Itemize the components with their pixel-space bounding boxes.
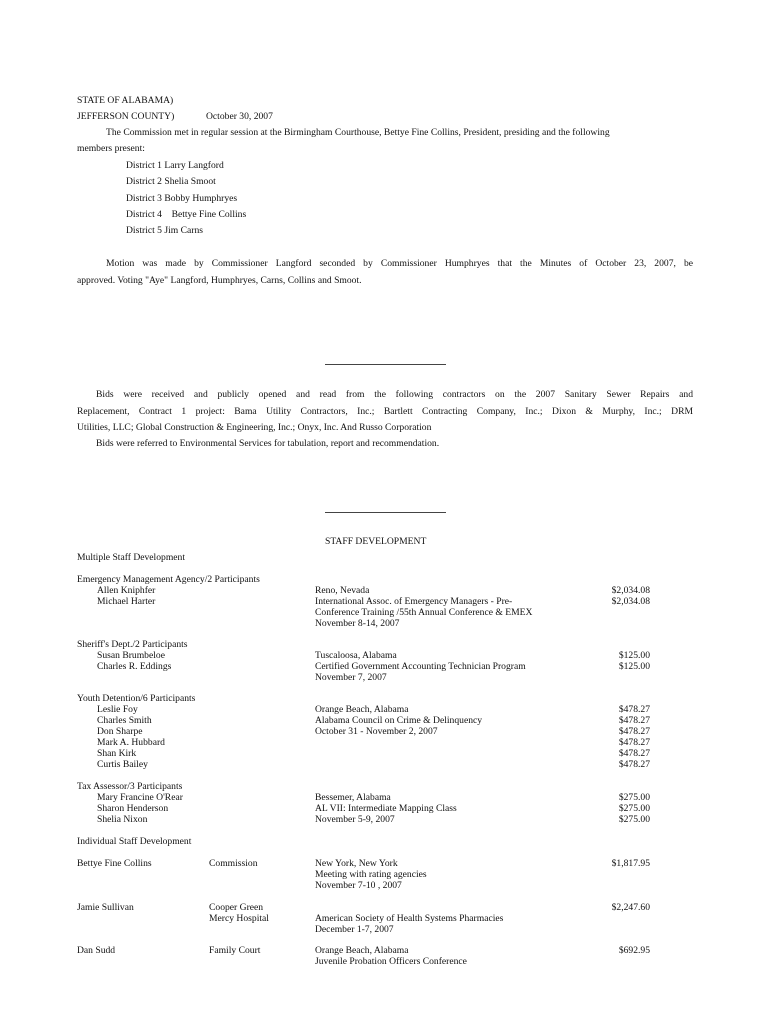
event-detail: Tuscaloosa, Alabama: [315, 650, 397, 661]
amount: $478.27: [618, 759, 650, 770]
participant: Sharon Henderson: [97, 803, 169, 814]
event-detail: December 1-7, 2007: [315, 924, 394, 935]
section-divider: [325, 364, 446, 365]
section-divider: [325, 512, 446, 513]
amount: $692.95: [618, 945, 650, 956]
amount: $2,034.08: [611, 596, 650, 607]
individual-department: Family Court: [209, 945, 261, 956]
event-detail: Bessemer, Alabama: [315, 792, 391, 803]
bids-line-3: Utilities, LLC; Global Construction & Engineering, Inc.; Onyx, Inc. And Russo Corporation: [77, 422, 432, 433]
event-detail: November 5-9, 2007: [315, 814, 395, 825]
intro-line-1: The Commission met in regular session at the Birmingham Courthouse, Bettye Fine Collins, President, presiding and the following: [106, 127, 610, 138]
group-title: Youth Detention/6 Participants: [77, 693, 196, 704]
event-detail: November 7-10 , 2007: [315, 880, 402, 891]
meeting-date: October 30, 2007: [206, 111, 273, 122]
event-detail: International Assoc. of Emergency Managers - Pre-: [315, 596, 513, 607]
event-detail: Meeting with rating agencies: [315, 869, 427, 880]
motion-line-1: Motion was made by Commissioner Langford seconded by Commissioner Humphryes that the Minutes of October 23, 2007, be: [106, 258, 693, 269]
individual-department: Cooper Green: [209, 902, 264, 913]
event-detail: New York, New York: [315, 858, 398, 869]
individual-name: Dan Sudd: [77, 945, 116, 956]
bids-line-1: Bids were received and publicly opened and read from the following contractors on the 2007 Sanitary Sewer Repairs and: [96, 389, 693, 400]
amount: $2,034.08: [611, 585, 650, 596]
amount: $478.27: [618, 704, 650, 715]
event-detail: Alabama Council on Crime & Delinquency: [315, 715, 483, 726]
participant: Allen Kniphfer: [97, 585, 156, 596]
multiple-staff-label: Multiple Staff Development: [77, 552, 185, 563]
district-item: District 5 Jim Carns: [126, 225, 204, 236]
district-item: District 4 Bettye Fine Collins: [126, 209, 247, 220]
staff-heading: STAFF DEVELOPMENT: [325, 536, 427, 547]
participant: Leslie Foy: [97, 704, 138, 715]
individual-staff-label: Individual Staff Development: [77, 836, 192, 847]
participant: Michael Harter: [97, 596, 156, 607]
participant: Susan Brumbeloe: [97, 650, 165, 661]
district-item: District 3 Bobby Humphryes: [126, 193, 238, 204]
event-detail: AL VII: Intermediate Mapping Class: [315, 803, 457, 814]
amount: $1,817.95: [611, 858, 650, 869]
participant: Mark A. Hubbard: [97, 737, 165, 748]
amount: $478.27: [618, 737, 650, 748]
amount: $2,247.60: [611, 902, 650, 913]
event-detail: Orange Beach, Alabama: [315, 704, 409, 715]
participant: Shelia Nixon: [97, 814, 148, 825]
bids-line-4: Bids were referred to Environmental Services for tabulation, report and recommendation.: [96, 438, 440, 449]
motion-line-2: approved. Voting "Aye" Langford, Humphryes, Carns, Collins and Smoot.: [77, 275, 362, 286]
amount: $275.00: [618, 814, 650, 825]
amount: $478.27: [618, 726, 650, 737]
participant: Curtis Bailey: [97, 759, 148, 770]
individual-name: Bettye Fine Collins: [77, 858, 152, 869]
event-detail: November 8-14, 2007: [315, 618, 400, 629]
individual-department: Mercy Hospital: [209, 913, 269, 924]
state-header: STATE OF ALABAMA): [77, 95, 174, 106]
county-header: JEFFERSON COUNTY): [77, 111, 175, 122]
participant: Mary Francine O'Rear: [97, 792, 183, 803]
individual-name: Jamie Sullivan: [77, 902, 134, 913]
amount: $125.00: [618, 661, 650, 672]
district-item: District 2 Shelia Smoot: [126, 176, 216, 187]
amount: $275.00: [618, 792, 650, 803]
bids-line-2: Replacement, Contract 1 project: Bama Utility Contractors, Inc.; Bartlett Contracting Company, Inc.; Dixon & Murphy, Inc.; DRM: [77, 406, 693, 417]
district-item: District 1 Larry Langford: [126, 160, 224, 171]
event-detail: Certified Government Accounting Technician Program: [315, 661, 526, 672]
individual-department: Commission: [209, 858, 258, 869]
event-detail: Juvenile Probation Officers Conference: [315, 956, 467, 967]
event-detail: Conference Training /55th Annual Conference & EMEX: [315, 607, 533, 618]
amount: $478.27: [618, 748, 650, 759]
event-detail: November 7, 2007: [315, 672, 387, 683]
event-detail: Orange Beach, Alabama: [315, 945, 409, 956]
participant: Charles Smith: [97, 715, 152, 726]
event-detail: Reno, Nevada: [315, 585, 370, 596]
intro-line-2: members present:: [77, 143, 145, 154]
participant: Don Sharpe: [97, 726, 143, 737]
participant: Shan Kirk: [97, 748, 137, 759]
group-title: Sheriff's Dept./2 Participants: [77, 639, 188, 650]
group-title: Tax Assessor/3 Participants: [77, 781, 183, 792]
group-title: Emergency Management Agency/2 Participants: [77, 574, 260, 585]
event-detail: American Society of Health Systems Pharmacies: [315, 913, 504, 924]
amount: $125.00: [618, 650, 650, 661]
participant: Charles R. Eddings: [97, 661, 172, 672]
amount: $478.27: [618, 715, 650, 726]
amount: $275.00: [618, 803, 650, 814]
event-detail: October 31 - November 2, 2007: [315, 726, 438, 737]
